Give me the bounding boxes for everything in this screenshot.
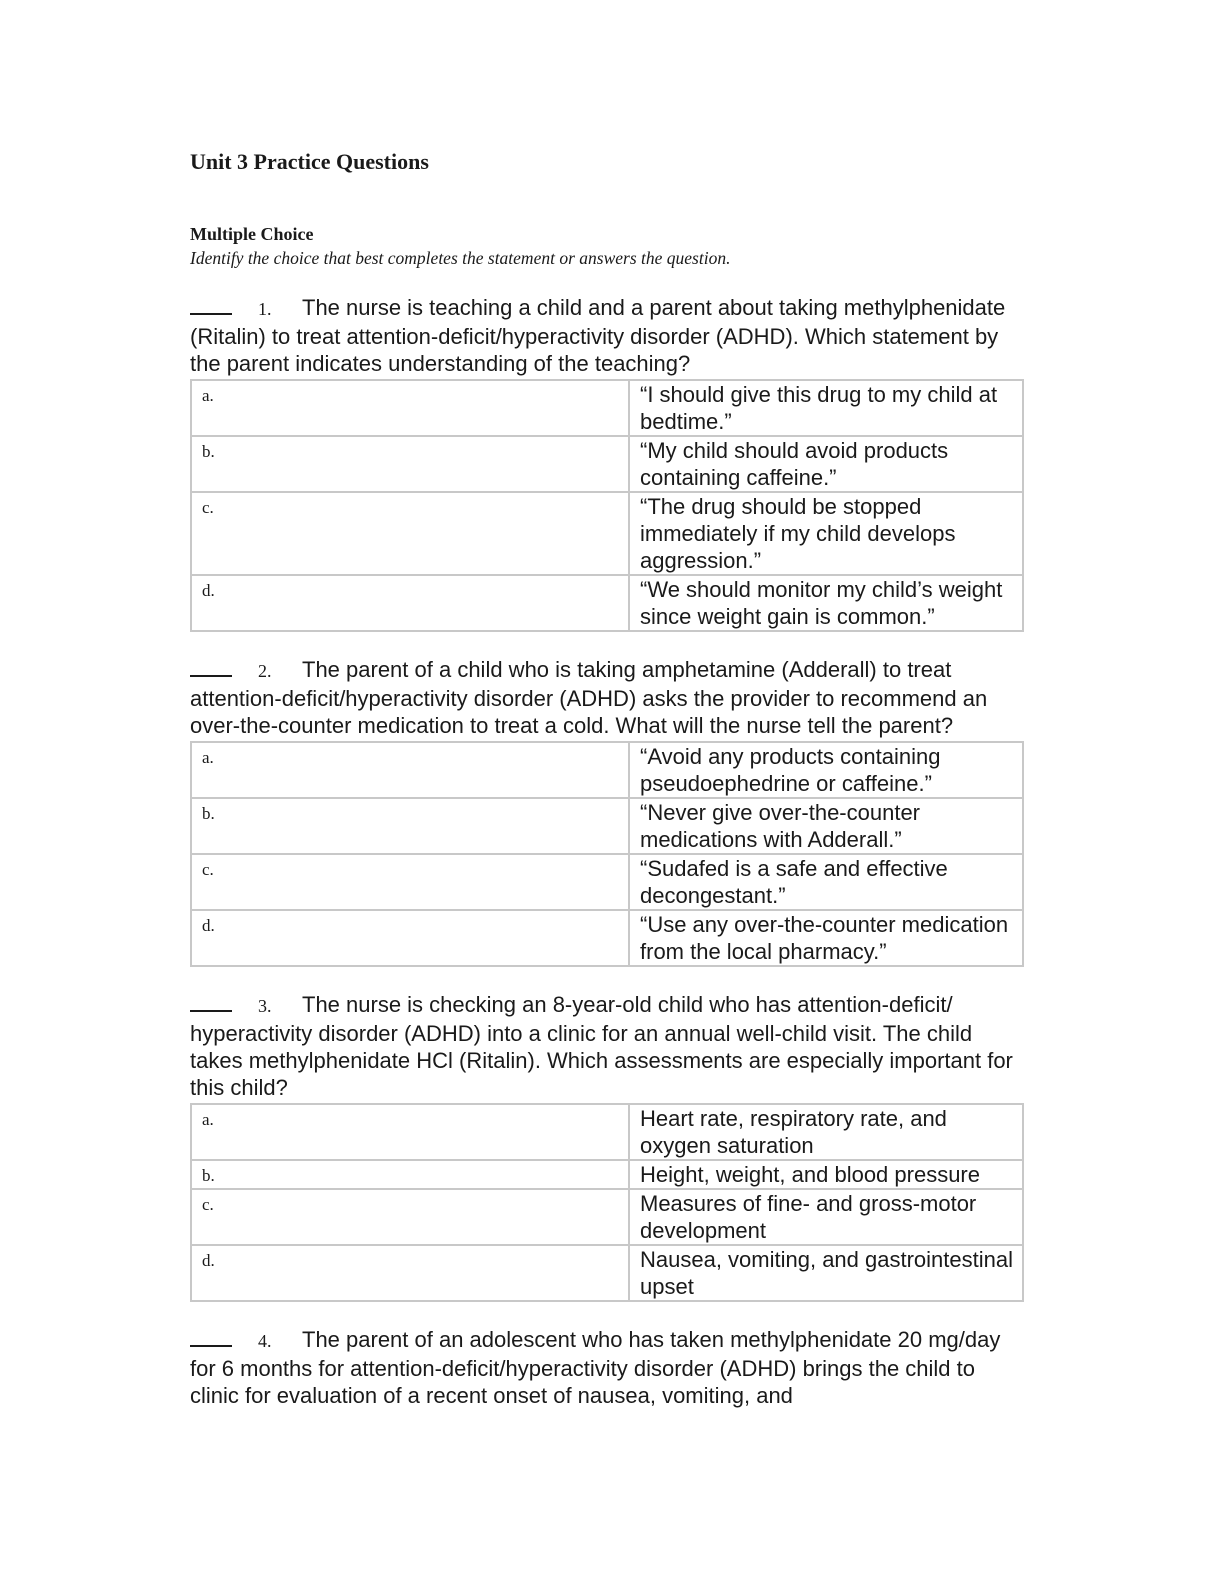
choice-letter: b.	[191, 436, 629, 492]
answer-blank[interactable]	[190, 1329, 232, 1347]
choice-letter: a.	[191, 380, 629, 436]
question-3	[190, 991, 1026, 1302]
choice-row[interactable]	[191, 575, 1023, 631]
choice-text: Heart rate, respiratory rate, and oxygen saturation	[629, 1104, 1023, 1160]
question-2	[190, 656, 1026, 967]
choice-letter: a.	[191, 742, 629, 798]
choice-letter: a.	[191, 1104, 629, 1160]
choices-table	[190, 1103, 1024, 1302]
section-heading: Multiple Choice	[190, 224, 314, 244]
question-text: The nurse is checking an 8-year-old child who has attention-deficit/ hyperactivity disorder (ADHD) into a clinic for an annual well-child visit. The child takes methylphenidate HCl (Ritalin). Which assessments are especially important for this child?	[190, 992, 1013, 1100]
choice-text: Measures of fine- and gross-motor development	[629, 1189, 1023, 1245]
question-stem	[190, 1326, 1026, 1409]
choice-row[interactable]	[191, 1104, 1023, 1160]
choice-row[interactable]	[191, 1160, 1023, 1189]
choices-table	[190, 741, 1024, 967]
choice-letter: b.	[191, 798, 629, 854]
choice-row[interactable]	[191, 436, 1023, 492]
question-list	[190, 294, 1026, 1409]
choice-text: Nausea, vomiting, and gastrointestinal upset	[629, 1245, 1023, 1301]
answer-blank[interactable]	[190, 994, 232, 1012]
choice-row[interactable]	[191, 798, 1023, 854]
instructions-text: Identify the choice that best completes the statement or answers the question.	[190, 248, 731, 268]
choice-text: “My child should avoid products containing caffeine.”	[629, 436, 1023, 492]
choice-row[interactable]	[191, 1189, 1023, 1245]
question-1	[190, 294, 1026, 632]
question-text: The parent of a child who is taking amphetamine (Adderall) to treat attention-deficit/hyperactivity disorder (ADHD) asks the provider to recommend an over-the-counter medication to treat a cold. What will the nurse tell the parent?	[190, 657, 988, 738]
answer-blank[interactable]	[190, 297, 232, 315]
question-number: 3.	[258, 996, 272, 1016]
choices-table	[190, 379, 1024, 632]
choice-text: “Sudafed is a safe and effective decongestant.”	[629, 854, 1023, 910]
question-stem	[190, 294, 1026, 377]
choice-row[interactable]	[191, 492, 1023, 575]
choice-row[interactable]	[191, 380, 1023, 436]
answer-blank[interactable]	[190, 659, 232, 677]
choice-letter: d.	[191, 1245, 629, 1301]
choice-letter: c.	[191, 854, 629, 910]
choice-letter: d.	[191, 575, 629, 631]
choice-text: “Never give over-the-counter medications with Adderall.”	[629, 798, 1023, 854]
question-number: 4.	[258, 1331, 272, 1351]
question-text: The parent of an adolescent who has taken methylphenidate 20 mg/day for 6 months for attention-deficit/hyperactivity disorder (ADHD) brings the child to clinic for evaluation of a recent onset of nausea, vomiting, and	[190, 1327, 1001, 1408]
choice-letter: c.	[191, 1189, 629, 1245]
choice-letter: b.	[191, 1160, 629, 1189]
choice-letter: c.	[191, 492, 629, 575]
choice-text: “We should monitor my child’s weight since weight gain is common.”	[629, 575, 1023, 631]
choice-text: “Avoid any products containing pseudoephedrine or caffeine.”	[629, 742, 1023, 798]
question-stem	[190, 656, 1026, 739]
page-title: Unit 3 Practice Questions	[190, 149, 429, 174]
question-4	[190, 1326, 1026, 1409]
choice-text: “The drug should be stopped immediately if my child develops aggression.”	[629, 492, 1023, 575]
choice-letter: d.	[191, 910, 629, 966]
choice-text: “I should give this drug to my child at bedtime.”	[629, 380, 1023, 436]
choice-row[interactable]	[191, 1245, 1023, 1301]
question-text: The nurse is teaching a child and a parent about taking methylphenidate (Ritalin) to treat attention-deficit/hyperactivity disorder (ADHD). Which statement by the parent indicates understanding of the teaching?	[190, 295, 1006, 376]
question-number: 1.	[258, 299, 272, 319]
question-stem	[190, 991, 1026, 1101]
question-number: 2.	[258, 661, 272, 681]
choice-row[interactable]	[191, 854, 1023, 910]
choice-text: Height, weight, and blood pressure	[629, 1160, 1023, 1189]
choice-text: “Use any over-the-counter medication from the local pharmacy.”	[629, 910, 1023, 966]
choice-row[interactable]	[191, 910, 1023, 966]
choice-row[interactable]	[191, 742, 1023, 798]
document-page	[190, 148, 1026, 1409]
